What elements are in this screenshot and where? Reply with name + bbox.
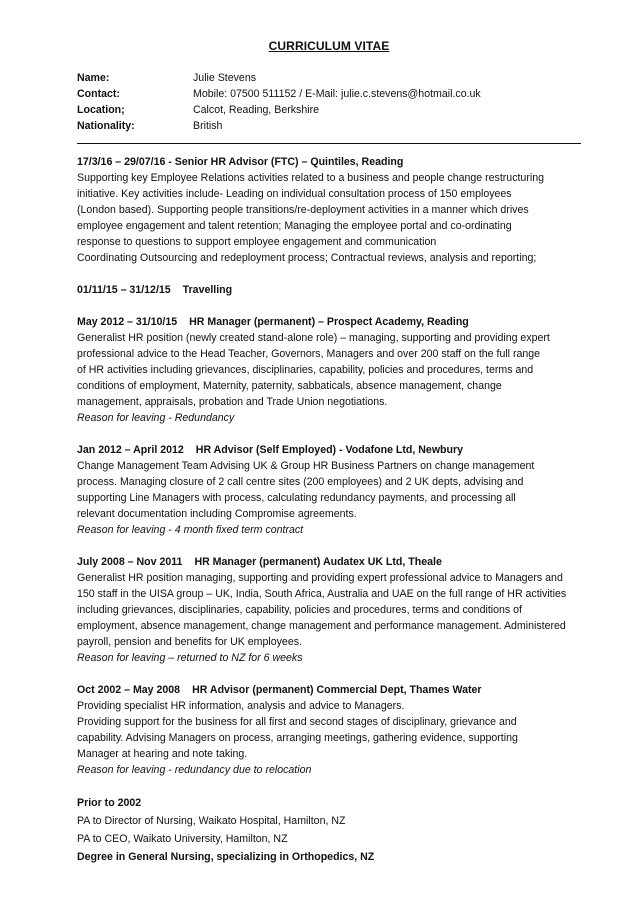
job-desc-line: supporting Line Managers with process, calculating redundancy payments, and processing all (77, 492, 516, 504)
job-desc-line: including grievances, disciplinaries, capability, policies and procedures, terms and conditions of (77, 604, 522, 616)
job-desc-line: conditions of employment, Maternity, paternity, sabbaticals, absence management, change (77, 380, 502, 392)
job-dates: 01/11/15 – 31/12/15 (77, 284, 171, 296)
name-value: Julie Stevens (193, 72, 257, 84)
job-desc-line: professional advice to the Head Teacher, Governors, Managers and over 200 staff on the full range (77, 348, 541, 360)
location-row (77, 102, 581, 118)
prior-experience (77, 794, 581, 866)
nationality-label: Nationality: (77, 120, 135, 132)
job-dates: Jan 2012 – April 2012 (77, 444, 184, 456)
job-dates: May 2012 – 31/10/15 (77, 316, 178, 328)
nationality-value: British (193, 120, 223, 132)
cv-page (77, 38, 581, 882)
job-heading (77, 314, 581, 330)
job-title: Travelling (182, 284, 233, 296)
job-desc-line: employment, absence management, change management and performance management. Administered (77, 620, 566, 632)
reason-for-leaving: Reason for leaving - 4 month fixed term contract (77, 524, 304, 536)
job-desc-line: capability. Advising Managers on process, arranging meetings, gathering evidence, supporting (77, 732, 518, 744)
personal-details (77, 70, 581, 134)
job-desc-line: Manager at hearing and note taking. (77, 748, 248, 760)
job-desc-line: initiative. Key activities include- Leading on individual consultation process of 150 employees (77, 188, 512, 200)
job-desc-line: Providing specialist HR information, analysis and advice to Managers. (77, 700, 405, 712)
job-dates: July 2008 – Nov 2011 (77, 556, 183, 568)
job-quintiles (77, 154, 581, 266)
divider-line (77, 143, 581, 144)
reason-for-leaving: Reason for leaving – returned to NZ for 6 weeks (77, 652, 303, 664)
contact-label: Contact: (77, 88, 120, 100)
job-desc-line: Coordinating Outsourcing and redeployment process; Contractual reviews, analysis and reporting; (77, 252, 537, 264)
job-desc-line: 150 staff in the UISA group – UK, India, South Africa, Australia and UAE on the full range of HR activities (77, 588, 567, 600)
job-thames-water (77, 682, 581, 778)
job-desc-line: Change Management Team Advising UK & Group HR Business Partners on change management (77, 460, 535, 472)
job-desc-line: payroll, pension and benefits for UK employees. (77, 636, 302, 648)
location-label: Location; (77, 104, 125, 116)
document-title: CURRICULUM VITAE (268, 39, 390, 53)
job-desc-line: Providing support for the business for all first and second stages of disciplinary, grievance and (77, 716, 517, 728)
contact-value: Mobile: 07500 511152 / E-Mail: julie.c.stevens@hotmail.co.uk (193, 88, 481, 100)
contact-row (77, 86, 581, 102)
job-desc-line: Generalist HR position (newly created stand-alone role) – managing, supporting and providing expert (77, 332, 550, 344)
reason-for-leaving: Reason for leaving - Redundancy (77, 412, 235, 424)
job-desc-line: management, appraisals, probation and Trade Union negotiations. (77, 396, 388, 408)
job-title: HR Advisor (permanent) Commercial Dept, Thames Water (192, 684, 482, 696)
job-desc-line: employee engagement and talent retention; Managing the employee portal and co-ordinating (77, 220, 512, 232)
prior-heading: Prior to 2002 (77, 797, 142, 809)
job-audatex (77, 554, 581, 666)
prior-role: PA to Director of Nursing, Waikato Hospital, Hamilton, NZ (77, 815, 346, 827)
job-vodafone (77, 442, 581, 538)
job-desc-line: Generalist HR position managing, supporting and providing expert professional advice to Managers and (77, 572, 563, 584)
job-desc-line: response to questions to support employee engagement and communication (77, 236, 437, 248)
job-desc-line: process. Managing closure of 2 call centre sites (200 employees) and 2 UK depts, advising and (77, 476, 524, 488)
job-desc-line: relevant documentation including Compromise agreements. (77, 508, 357, 520)
job-title: HR Manager (permanent) – Prospect Academy, Reading (189, 316, 469, 328)
job-desc-line: Supporting key Employee Relations activities related to a business and people change restructuring (77, 172, 544, 184)
name-row (77, 70, 581, 86)
job-desc-line: of HR activities including grievances, disciplinaries, capability, policies and procedures, terms and (77, 364, 534, 376)
prior-role: PA to CEO, Waikato University, Hamilton, NZ (77, 833, 288, 845)
job-dates: Oct 2002 – May 2008 (77, 684, 181, 696)
job-heading (77, 442, 581, 458)
reason-for-leaving: Reason for leaving - redundancy due to relocation (77, 764, 312, 776)
job-travelling (77, 282, 581, 298)
job-heading (77, 282, 581, 298)
job-heading (77, 554, 581, 570)
job-desc-line: (London based). Supporting people transitions/re-deployment activities in a manner which drives (77, 204, 529, 216)
degree: Degree in General Nursing, specializing in Orthopedics, NZ (77, 851, 375, 863)
nationality-row (77, 118, 581, 134)
job-heading (77, 682, 581, 698)
job-title: HR Advisor (Self Employed) - Vodafone Ltd, Newbury (195, 444, 464, 456)
job-heading: 17/3/16 – 29/07/16 - Senior HR Advisor (FTC) – Quintiles, Reading (77, 156, 404, 168)
job-title: HR Manager (permanent) Audatex UK Ltd, Theale (194, 556, 442, 568)
name-label: Name: (77, 72, 110, 84)
location-value: Calcot, Reading, Berkshire (193, 104, 320, 116)
job-prospect-academy (77, 314, 581, 426)
